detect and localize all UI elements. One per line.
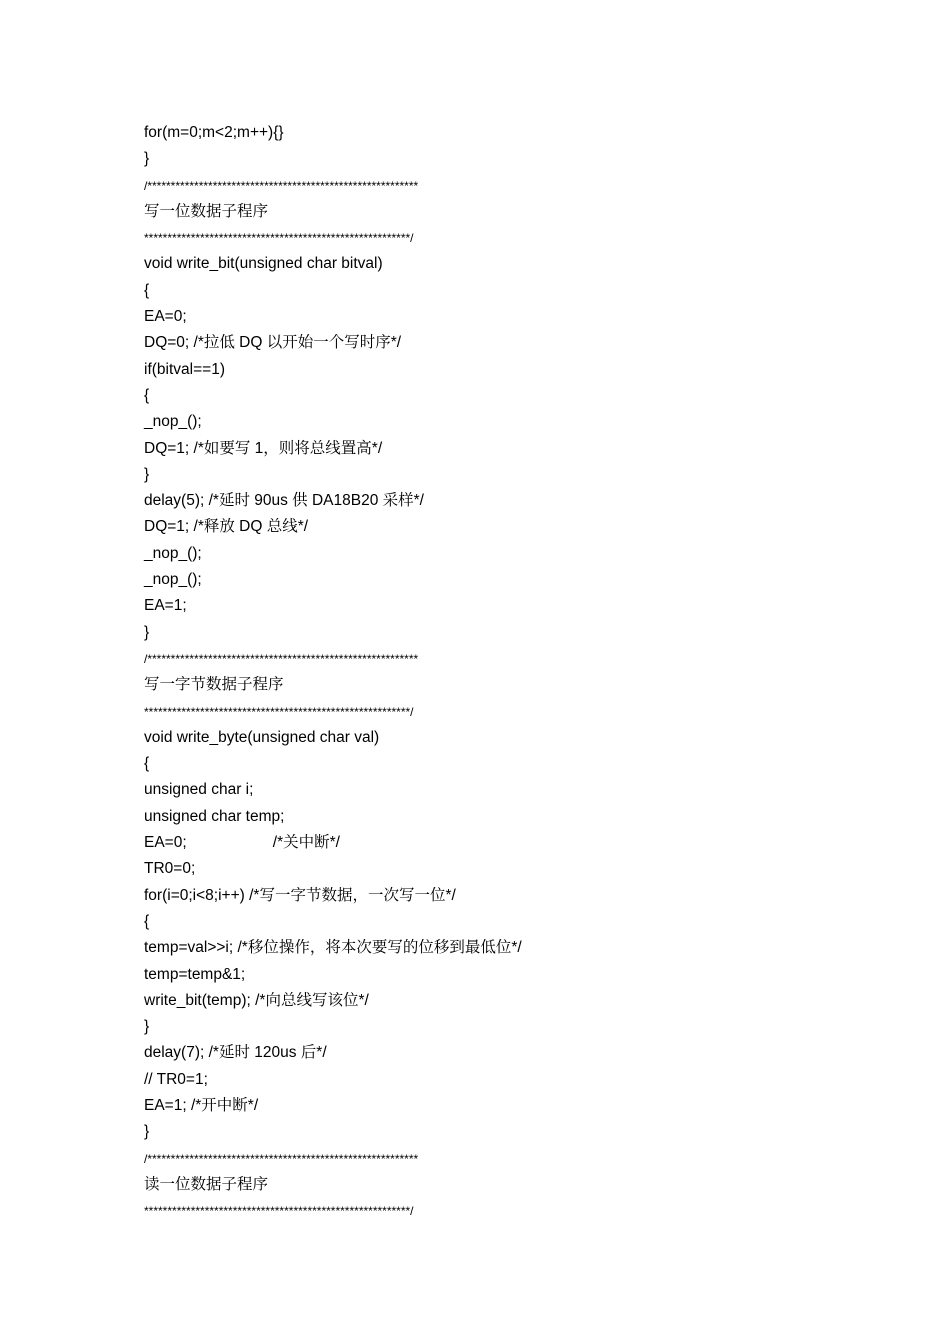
code-line: { [144,912,150,930]
code-line: temp=temp&1; [144,965,246,983]
code-line: temp=val>>i; /*移位操作，将本次要写的位移到最低位*/ [144,939,522,957]
code-line: } [144,465,150,483]
code-line: void write_byte(unsigned char val) [144,728,380,746]
code-line: DQ=1; /*释放 DQ 总线*/ [144,518,309,536]
code-line: delay(7); /*延时 120us 后*/ [144,1044,327,1062]
code-line: DQ=0; /*拉低 DQ 以开始一个写时序*/ [144,334,402,352]
code-line: unsigned char i; [144,781,254,799]
code-line: TR0=0; [144,860,196,878]
code-line: EA=0; [144,308,187,326]
code-line: { [144,386,150,404]
comment-border-line: *********************************************************/ [144,704,414,719]
code-line: _nop_(); [144,571,202,589]
comment-border-line: /********************************************************** [144,178,419,193]
code-line: for(m=0;m<2;m++){} [144,124,284,141]
section-heading: 写一位数据子程序 [144,202,269,220]
code-line: } [144,1018,150,1036]
code-line: EA=0; /*关中断*/ [144,834,340,852]
code-listing [144,120,864,1224]
code-line: void write_bit(unsigned char bitval) [144,255,383,273]
code-line: EA=1; [144,597,187,615]
code-line: { [144,755,150,773]
code-line: if(bitval==1) [144,360,225,378]
code-line: DQ=1; /*如要写 1，则将总线置高*/ [144,439,383,457]
code-line: unsigned char temp; [144,807,285,825]
code-line: { [144,281,150,299]
code-line: } [144,150,150,168]
section-heading: 写一字节数据子程序 [144,676,284,694]
code-line: // TR0=1; [144,1070,208,1088]
section-heading: 读一位数据子程序 [144,1175,269,1193]
comment-border-line: *********************************************************/ [144,1204,414,1219]
code-line: write_bit(temp); /*向总线写该位*/ [144,991,369,1009]
code-line: _nop_(); [144,544,202,562]
comment-border-line: *********************************************************/ [144,231,414,246]
code-line: EA=1; /*开中断*/ [144,1096,259,1114]
comment-border-line: /********************************************************** [144,651,419,666]
code-line: } [144,623,150,641]
code-line: for(i=0;i<8;i++) /*写一字节数据，一次写一位*/ [144,886,456,904]
code-line: delay(5); /*延时 90us 供 DA18B20 采样*/ [144,492,424,510]
comment-border-line: /********************************************************** [144,1151,419,1166]
code-line: } [144,1123,150,1141]
code-line: _nop_(); [144,413,202,431]
